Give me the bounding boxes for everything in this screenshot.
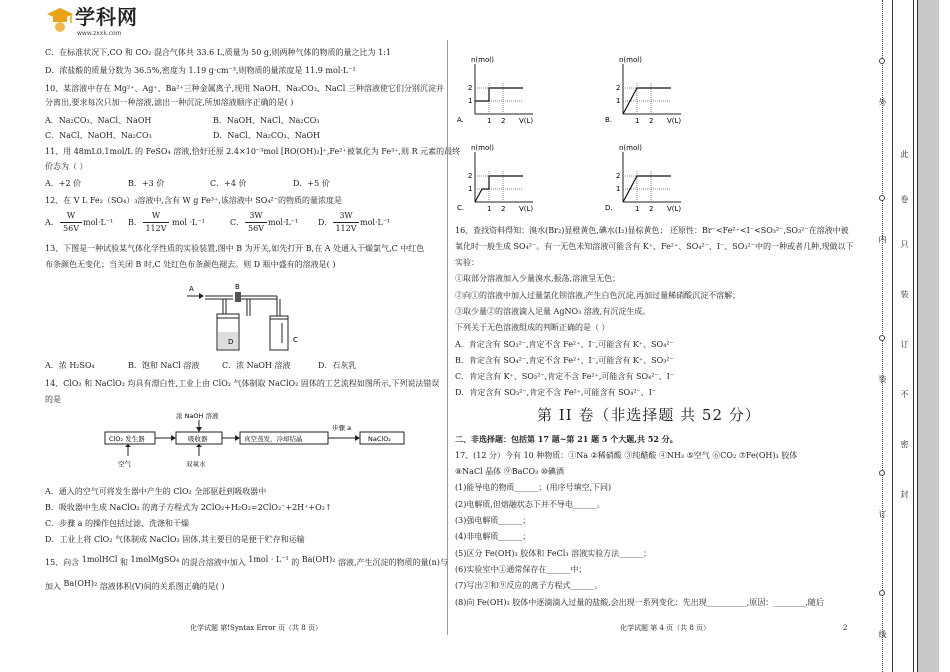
binding-inner-label: 装 bbox=[900, 290, 909, 298]
q12-letter-a: A． bbox=[45, 218, 59, 227]
q12-c-den: 56V bbox=[248, 224, 264, 233]
q13-option-d: D．石灰乳 bbox=[318, 361, 357, 370]
footer-left: 化学试题 第!Syntax Error 页（共 8 页） bbox=[190, 624, 322, 632]
q14-option-b: B．吸收器中生成 NaClO₂ 的离子方程式为 2ClO₂+H₂O₂=2ClO₂⁻+2H⁺+O₂↑ bbox=[45, 503, 332, 512]
q16-stem-3: 实验： bbox=[455, 258, 479, 267]
q17-sub-8: (8)向 Fe(OH)₃ 胶体中逐滴滴入过量的盐酸,会出现一系列变化：先出现__________,原因：________,随后 bbox=[455, 598, 824, 607]
q16-step-1: ①取部分溶液加入少量溴水,振荡,溶液呈无色； bbox=[455, 274, 621, 283]
q16-option-b: B．肯定含有 SO₄²⁻,肯定不含 Fe²⁺、I⁻,可能含有 K⁺、SO₃²⁻ bbox=[455, 356, 674, 365]
binding-inner-label: 只 bbox=[900, 240, 909, 248]
graph-a-curve bbox=[475, 88, 503, 101]
q12-letter-c: C． bbox=[230, 218, 245, 227]
graph-c-letter: C. bbox=[457, 204, 465, 212]
flow-h2o2: 双氧水 bbox=[186, 460, 206, 468]
q13-option-a: A．浓 H₂SO₄ bbox=[45, 361, 95, 370]
column-divider bbox=[447, 40, 448, 635]
label-b: B bbox=[235, 283, 240, 291]
q16-option-d: D．肯定含有 SO₃²⁻,肯定不含 Fe²⁺,可能含有 SO₄²⁻、I⁻ bbox=[455, 388, 657, 397]
apparatus-diagram bbox=[185, 278, 310, 353]
graph-c-tick-y1: 1 bbox=[468, 185, 473, 193]
q13-option-b: B．饱和 NaCl 溶液 bbox=[128, 361, 200, 370]
q12-letter-d: D． bbox=[318, 218, 333, 227]
q15-text-b: 的混合溶液中加入 bbox=[181, 558, 246, 567]
q11-stem-2: 价态为（ ） bbox=[45, 162, 88, 171]
q10-stem-2: 分离出,要求每次只加一种溶液,滤出一种沉淀,所加溶液顺序正确的是( ) bbox=[45, 98, 294, 107]
q12-c-unit: mol·L⁻¹ bbox=[268, 218, 299, 227]
graph-d-tick-x2: 2 bbox=[649, 205, 654, 213]
binding-gray bbox=[917, 0, 939, 672]
graph-b-tick-y1: 1 bbox=[616, 97, 621, 105]
q15-baoh-1: Ba(OH)₂ bbox=[301, 555, 336, 564]
q14-option-c: C．步骤 a 的操作包括过滤、洗涤和干燥 bbox=[45, 519, 189, 528]
q12-d-num: 3W bbox=[339, 211, 353, 220]
q12-letter-b: B． bbox=[128, 218, 142, 227]
q15-text-d: 加入 bbox=[45, 582, 61, 591]
page-number: 2 bbox=[843, 624, 848, 632]
flow-absorber: 吸收器 bbox=[188, 435, 208, 443]
q12-b-num: W bbox=[151, 211, 161, 220]
q15-stem-1 bbox=[45, 555, 448, 568]
binding-margin bbox=[872, 0, 950, 672]
q12-b-den: 112V bbox=[145, 224, 167, 233]
graph-d-tick-y1: 1 bbox=[616, 185, 621, 193]
q17-sub-2: (2)电解质,但熔融状态下并不导电______。 bbox=[455, 500, 605, 509]
q10-option-a: A．Na₂CO₃、NaCl、NaOH bbox=[45, 116, 152, 125]
q15-baoh-2: Ba(OH)₂ bbox=[63, 579, 98, 588]
binding-outer-label: 装 bbox=[878, 375, 887, 383]
q17-sub-4: (4)非电解质______； bbox=[455, 532, 531, 541]
q14-stem-1: 14、ClO₂ 和 NaClO₂ 均具有漂白性,工业上由 ClO₂ 气体制取 NaClO₂ 固体的工艺流程如图所示,下列说法错误 bbox=[45, 379, 440, 388]
binding-inner-label: 不 bbox=[900, 390, 909, 398]
q10-option-b: B．NaOH、NaCl、Na₂CO₃ bbox=[213, 116, 320, 125]
q12-b-unit: mol ·L⁻¹ bbox=[172, 218, 205, 227]
q14-stem-2: 的是 bbox=[45, 395, 61, 404]
binding-inner-label: 卷 bbox=[900, 195, 909, 203]
part2-instructions: 二、非选择题：包括第 17 题~第 21 题 5 个大题,共 52 分。 bbox=[455, 434, 678, 444]
q15-text-e: 溶液体积(V)间的关系图正确的是( ) bbox=[99, 582, 225, 591]
q13-stem-2: 布条颜色无变化；当关闭 B 时,C 处红色布条颜色褪去。则 D 瓶中盛有的溶液是( ) bbox=[45, 260, 336, 269]
q16-stem-1: 16、查找资料得知：溴水(Br₂)显橙黄色,碘水(I₂)显棕黄色； 还原性：Br⁻<Fe²⁺<I⁻<SO₃²⁻,SO₃²⁻在溶液中被 bbox=[455, 226, 849, 235]
binding-outer-label: 内 bbox=[878, 235, 887, 243]
binding-hole bbox=[879, 58, 885, 64]
q17-stem-2: ⑧NaCl 晶体 ⑨BaCO₃ ⑩碘酒 bbox=[455, 467, 564, 476]
graph-c-y-label: n(mol) bbox=[471, 144, 494, 152]
section-title: 第 II 卷（非选择题 共 52 分） bbox=[537, 406, 761, 424]
binding-hole bbox=[879, 195, 885, 201]
q16-stem-2: 氧化时一般生成 SO₄²⁻。有一无色未知溶液可能含有 K⁺、Fe²⁺、SO₄²⁻、I⁻、SO₃²⁻中的一种或者几种,现做以下 bbox=[455, 242, 854, 251]
binding-inner-label: 密 bbox=[900, 440, 909, 448]
q9-option-d: D．浓盐酸的质量分数为 36.5%,密度为 1.19 g·cm⁻³,则物质的量浓度是 11.9 mol·L⁻¹ bbox=[45, 66, 356, 75]
q15-text-c: 溶液,产生沉淀的物质的量(n)与 bbox=[337, 558, 448, 567]
binding-inner-label: 订 bbox=[900, 340, 909, 348]
q17-sub-3: (3)强电解质______； bbox=[455, 516, 531, 525]
q15-conc: 1mol · L⁻¹ bbox=[248, 555, 289, 564]
graph-d-letter: D. bbox=[605, 204, 613, 212]
q15-of: 的 bbox=[291, 558, 300, 567]
q11-stem-1: 11、用 48mL0.1mol/L 的 FeSO₄ 溶液,恰好还原 2.4×10⁻³mol [RO(OH)₂]⁺,Fe²⁺被氧化为 Fe³⁺,则 R 元素的最终 bbox=[45, 147, 461, 156]
graph-a-tick-y1: 1 bbox=[468, 97, 473, 105]
q10-option-c: C．NaCl、NaOH、Na₂CO₃ bbox=[45, 131, 152, 140]
q15-and: 和 bbox=[120, 558, 128, 567]
footer-right: 化学试题 第 4 页（共 8 页） bbox=[620, 624, 711, 632]
q10-stem-1: 10、某溶液中存在 Mg²⁺、Ag⁺、Ba²⁺三种金属离子,现用 NaOH、Na₂CO₃、NaCl 三种溶液使它们分别沉淀并 bbox=[45, 84, 444, 93]
binding-outer-label: 外 bbox=[878, 98, 887, 106]
label-a: A bbox=[189, 285, 194, 293]
q16-option-a: A．肯定含有 SO₃²⁻,肯定不含 Fe²⁺、I⁻,可能含有 K⁺、SO₄²⁻ bbox=[455, 340, 674, 349]
graph-d-x-label: V(L) bbox=[667, 205, 682, 213]
flow-generator: ClO₂ 发生器 bbox=[109, 435, 145, 443]
binding-strip bbox=[892, 0, 914, 672]
q12-c-num: 3W bbox=[249, 211, 263, 220]
flow-step-a: 步骤 a bbox=[332, 424, 352, 432]
flow-evaporate: 真空蒸发，冷却结晶 bbox=[244, 435, 303, 443]
binding-hole bbox=[879, 470, 885, 476]
graph-a-tick-y2: 2 bbox=[468, 84, 473, 92]
flow-product: NaClO₂ bbox=[368, 435, 391, 443]
q13-option-c: C．浓 NaOH 溶液 bbox=[222, 361, 291, 370]
q16-step-2: ②向①的溶液中加入过量氯化钡溶液,产生白色沉淀,再加过量稀硝酸沉淀不溶解； bbox=[455, 291, 741, 300]
q11-option-b: B．+3 价 bbox=[128, 179, 165, 188]
graph-area bbox=[455, 44, 715, 222]
q12-a-bar bbox=[60, 222, 82, 223]
graph-c-tick-x2: 2 bbox=[501, 205, 506, 213]
graph-a-tick-x2: 2 bbox=[501, 117, 506, 125]
q17-sub-5: (5)区分 Fe(OH)₃ 胶体和 FeCl₃ 溶液实验方法______； bbox=[455, 549, 652, 558]
q17-sub-6: (6)实验室中①通常保存在______中； bbox=[455, 565, 587, 574]
logo-brand: 学科网 bbox=[75, 5, 138, 29]
graph-c-x-label: V(L) bbox=[519, 205, 534, 213]
binding-inner-label: 封 bbox=[900, 490, 909, 498]
q17-sub-1: (1)能导电的物质______；(用序号填空,下同) bbox=[455, 483, 612, 492]
q12-d-bar bbox=[333, 222, 359, 223]
binding-inner-label: 此 bbox=[900, 150, 909, 158]
graph-b-x-label: V(L) bbox=[667, 117, 682, 125]
label-c: C bbox=[293, 336, 298, 344]
flow-air: 空气 bbox=[118, 460, 131, 468]
binding-hole bbox=[879, 335, 885, 341]
q11-option-d: D．+5 价 bbox=[293, 179, 330, 188]
graph-b-tick-x2: 2 bbox=[649, 117, 654, 125]
q15-mgso4: 1molMgSO₄ bbox=[130, 555, 180, 564]
logo-url: www.zxxk.com bbox=[77, 30, 122, 37]
q14-option-a: A．通入的空气可将发生器中产生的 ClO₂ 全部驱赶到吸收器中 bbox=[45, 487, 267, 496]
q13-stem-1: 13、下图是一种试验某气体化学性质的实验装置,图中 B 为开关,如先打开 B,在 A 处通入干燥氯气,C 中红色 bbox=[45, 244, 425, 253]
binding-outer-label: 线 bbox=[878, 630, 887, 638]
q14-option-d: D．工业上将 ClO₂ 气体制成 NaClO₂ 固体,其主要目的是便于贮存和运输 bbox=[45, 535, 305, 544]
graph-b-tick-y2: 2 bbox=[616, 84, 621, 92]
q16-question: 下列关于无色溶液组成的判断正确的是（ ） bbox=[455, 323, 610, 332]
graph-d-tick-x1: 1 bbox=[635, 205, 640, 213]
binding-outer-label: 订 bbox=[878, 510, 887, 518]
process-flowchart bbox=[100, 410, 430, 472]
graph-b-letter: B. bbox=[605, 116, 613, 124]
q17-stem-1: 17、(12 分）今有 10 种物质：①Na ②稀硝酸 ③纯醋酸 ④NH₃ ⑤空气 ⑥CO₂ ⑦Fe(OH)₃ 胶体 bbox=[455, 451, 798, 460]
q12-a-unit: mol·L⁻¹ bbox=[83, 218, 114, 227]
q10-option-d: D．NaCl、Na₂CO₃、NaOH bbox=[213, 131, 321, 140]
q11-option-c: C．+4 价 bbox=[210, 179, 247, 188]
graph-a-y-label: n(mol) bbox=[471, 56, 494, 64]
graph-b-tick-x1: 1 bbox=[635, 117, 640, 125]
graph-d-y-label: n(mol) bbox=[619, 144, 642, 152]
q11-option-a: A．+2 价 bbox=[45, 179, 82, 188]
q12-d-den: 112V bbox=[335, 224, 357, 233]
q15-stem-2 bbox=[45, 579, 225, 592]
label-d: D bbox=[228, 338, 234, 346]
binding-hole bbox=[879, 590, 885, 596]
q16-option-c: C．肯定含有 K⁺、SO₃²⁻,肯定不含 Fe²⁺,可能含有 SO₄²⁻、I⁻ bbox=[455, 372, 675, 381]
graph-d-tick-y2: 2 bbox=[616, 172, 621, 180]
q17-sub-7: (7)写出②和⑨反应的离子方程式______。 bbox=[455, 581, 603, 590]
graph-a-letter: A. bbox=[457, 116, 464, 124]
q12-b-bar bbox=[143, 222, 169, 223]
logo bbox=[45, 5, 145, 41]
q12-c-bar bbox=[245, 222, 267, 223]
q16-step-3: ③取少量②的溶液滴入足量 AgNO₃ 溶液,有沉淀生成。 bbox=[455, 307, 651, 316]
mortarboard-icon bbox=[45, 5, 75, 35]
q12-a-num: W bbox=[66, 211, 76, 220]
graph-a-x-label: V(L) bbox=[519, 117, 534, 125]
graph-a-tick-x1: 1 bbox=[487, 117, 492, 125]
flow-naoh: 浓 NaOH 溶液 bbox=[176, 412, 219, 420]
graph-b-y-label: n(mol) bbox=[619, 56, 642, 64]
q9-option-c: C．在标准状况下,CO 和 CO₂ 混合气体共 33.6 L,质量为 50 g,则两种气体的物质的量之比为 1:1 bbox=[45, 48, 391, 57]
graph-c-tick-x1: 1 bbox=[487, 205, 492, 213]
q12-stem: 12、在 V L Fe₂（SO₄）₃溶液中,含有 W g Fe³⁺,该溶液中 SO₄²⁻的物质的量浓度是 bbox=[45, 196, 342, 205]
q15-text-a: 15、向含 bbox=[45, 558, 80, 567]
q12-d-unit: mol·L⁻¹ bbox=[360, 218, 391, 227]
graph-c-tick-y2: 2 bbox=[468, 172, 473, 180]
q15-hcl: 1molHCl bbox=[81, 555, 118, 564]
q12-a-den: 56V bbox=[63, 224, 79, 233]
